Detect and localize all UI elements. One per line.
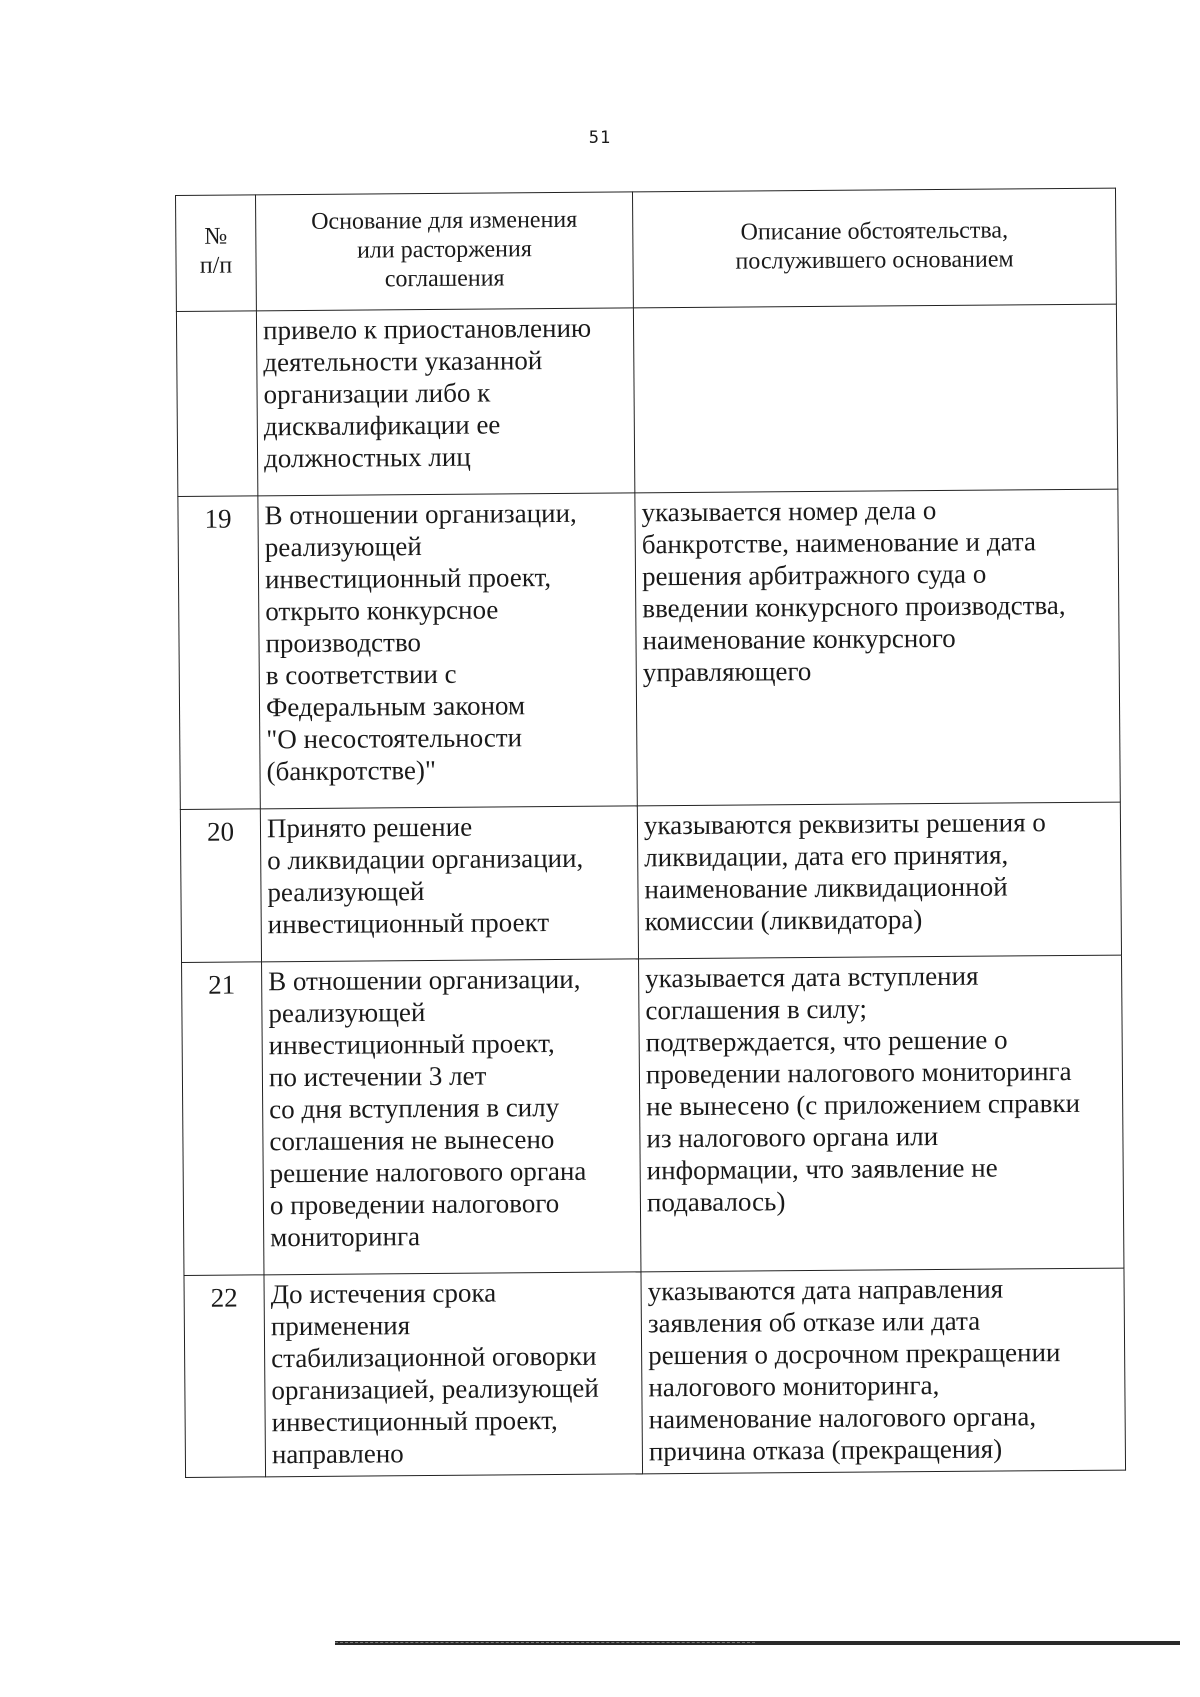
table-row [184, 1268, 1126, 1477]
row-description-cell: указываются реквизиты решения о ликвидации, дата его принятия, наименование ликвидационной комиссии (ликвидатора) [637, 802, 1121, 959]
header-basis: Основание для изменения или расторжения соглашения [256, 192, 634, 311]
row-description-cell: указывается дата вступления соглашения в силу; подтверждается, что решение о проведении налогового мониторинга не вынесено (с приложением справки из налогового органа или информации, что заявление не подавалось) [639, 955, 1124, 1272]
row-num-cell: 20 [180, 809, 261, 963]
row-description-cell [633, 304, 1117, 493]
table-row [182, 955, 1124, 1275]
table-header-row [176, 188, 1117, 311]
row-basis-cell: До истечения срока применения стабилизационной оговорки организацией, реализующей инвестиционный проект, направлено [264, 1272, 643, 1477]
header-description: Описание обстоятельства, послужившего основанием [632, 188, 1116, 308]
scan-edge-line-thin [335, 1642, 755, 1643]
page-number: 51 [588, 128, 612, 148]
row-num-cell: 22 [184, 1275, 266, 1478]
row-description-cell: указывается номер дела о банкротстве, наименование и дата решения арбитражного суда о введении конкурсного производства, наименование конкурсного управляющего [635, 489, 1120, 806]
table-row [176, 304, 1117, 496]
table-row [178, 489, 1120, 809]
row-num-cell: 21 [182, 962, 264, 1276]
row-basis-cell: привело к приостановлению деятельности указанной организации либо к дисквалификации ее должностных лиц [256, 308, 634, 496]
row-description-cell: указываются дата направления заявления об отказе или дата решения о досрочном прекращении налогового мониторинга, наименование налогового органа, причина отказа (прекращения) [641, 1268, 1126, 1474]
row-num-cell [176, 311, 257, 497]
row-basis-cell: Принято решение о ликвидации организации, реализующей инвестиционный проект [260, 806, 638, 962]
header-num: № п/п [176, 195, 257, 312]
grounds-table [175, 188, 1126, 1478]
row-basis-cell: В отношении организации, реализующей инвестиционный проект, по истечении 3 лет со дня вступления в силу соглашения не вынесено решение налогового органа о проведении налогового мониторинга [262, 959, 641, 1275]
row-basis-cell: В отношении организации, реализующей инвестиционный проект, открыто конкурсное производство в соответствии с Федеральным законом "О несостоятельности (банкротстве)" [258, 493, 637, 809]
table-row [180, 802, 1121, 962]
row-num-cell: 19 [178, 496, 260, 810]
